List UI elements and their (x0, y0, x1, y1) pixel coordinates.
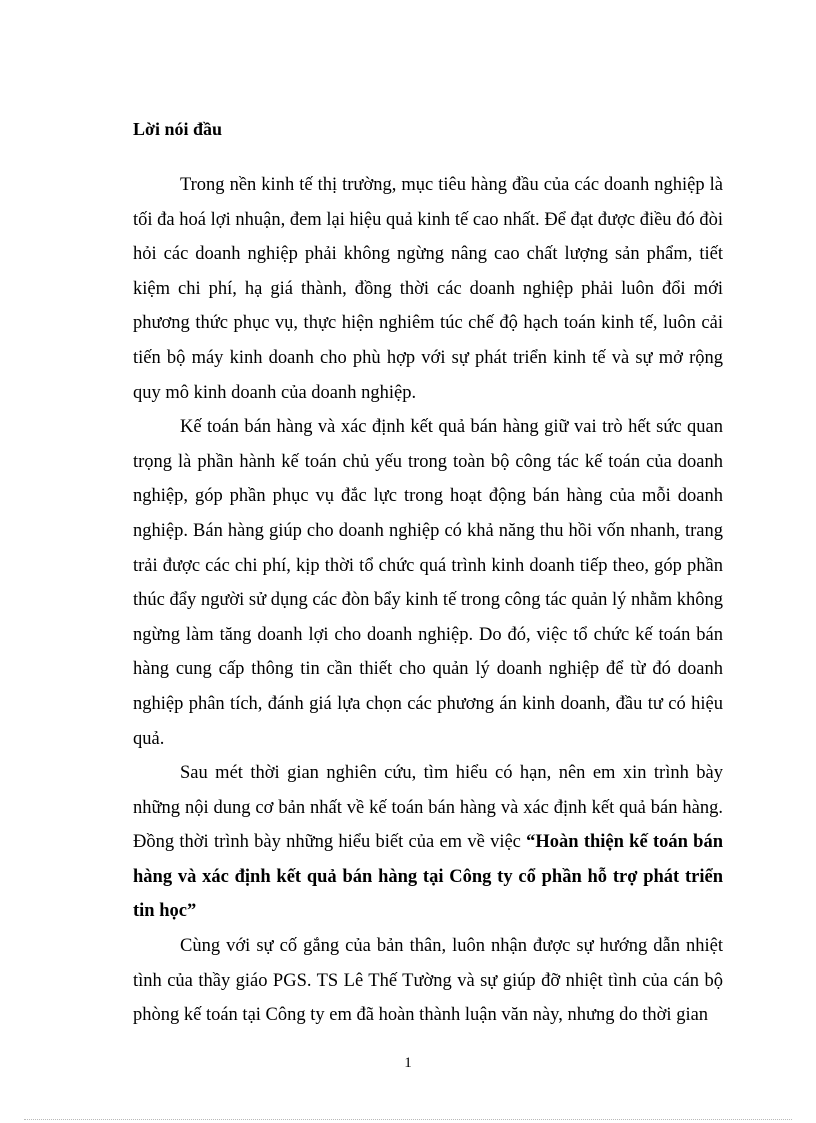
thesis-title: “Hoàn thiện kế toán bán hàng và xác định kết quả bán hàng tại Công ty cổ phần hỗ trợ phát triển tin học” (133, 832, 723, 922)
page-bottom-divider (24, 1119, 792, 1120)
page-title: Lời nói đầu (133, 119, 223, 139)
paragraph-thesis-topic (133, 756, 723, 929)
body-text (133, 168, 723, 1033)
paragraph-intro: Trong nền kinh tế thị trường, mục tiêu hàng đầu của các doanh nghiệp là tối đa hoá lợi nhuận, đem lại hiệu quả kinh tế cao nhất. Để đạt được điều đó đòi hỏi các doanh nghiệp phải không ngừng nâng cao chất lượng sản phẩm, tiết kiệm chi phí, hạ giá thành, đồng thời các doanh nghiệp phải luôn đổi mới phương thức phục vụ, thực hiện nghiêm túc chế độ hạch toán kinh tế, luôn cải tiến bộ máy kinh doanh cho phù hợp với sự phát triển kinh tế và sự mở rộng quy mô kinh doanh của doanh nghiệp. (133, 175, 723, 403)
page-number: 1 (404, 1055, 412, 1071)
paragraph-role-of-accounting: Kế toán bán hàng và xác định kết quả bán hàng giữ vai trò hết sức quan trọng là phần hành kế toán chủ yếu trong toàn bộ công tác kế toán của doanh nghiệp, góp phần phục vụ đắc lực trong hoạt động bán hàng của mỗi doanh nghiệp. Bán hàng giúp cho doanh nghiệp có khả năng thu hồi vốn nhanh, trang trải được các chi phí, kịp thời tổ chức quá trình kinh doanh tiếp theo, góp phần thúc đẩy người sử dụng các đòn bẩy kinh tế trong công tác quản lý nhằm không ngừng làm tăng doanh lợi cho doanh nghiệp. Do đó, việc tổ chức kế toán bán hàng cung cấp thông tin cần thiết cho quản lý doanh nghiệp để từ đó doanh nghiệp phân tích, đánh giá lựa chọn các phương án kinh doanh, đầu tư có hiệu quả. (133, 417, 723, 749)
paragraph-thesis-topic-text: Sau mét thời gian nghiên cứu, tìm hiểu có hạn, nên em xin trình bày những nội dung cơ bản nhất về kế toán bán hàng và xác định kết quả bán hàng. Đồng thời trình bày những hiểu biết của em về việc (133, 763, 723, 853)
paragraph-acknowledgement: Cùng với sự cố gắng của bản thân, luôn nhận được sự hướng dẫn nhiệt tình của thầy giáo PGS. TS Lê Thế Tường và sự giúp đỡ nhiệt tình của cán bộ phòng kế toán tại Công ty em đã hoàn thành luận văn này, nhưng do thời gian (133, 936, 723, 1026)
